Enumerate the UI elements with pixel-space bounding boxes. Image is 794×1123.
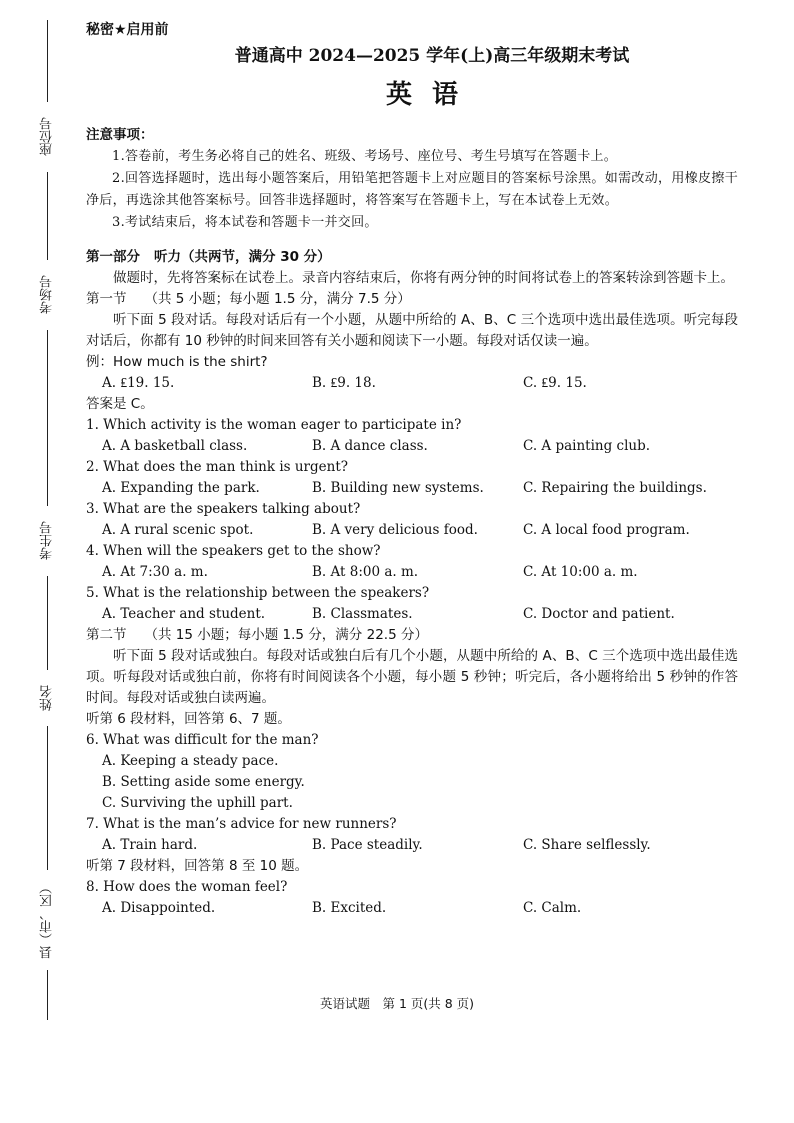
option-a: A. At 7:30 a. m.	[102, 564, 208, 580]
option-b: B. Setting aside some energy.	[102, 774, 305, 790]
part1-title-left: 第一部分	[86, 249, 140, 265]
option-c: C. ₤9. 15.	[523, 375, 587, 391]
section1-head-right: （共 5 小题；每小题 1.5 分，满分 7.5 分）	[144, 291, 411, 307]
margin-label-student-id: 考生号	[30, 506, 66, 576]
example-answer: 答案是 C。	[86, 396, 154, 412]
note-item: 1.答卷前，考生务必将自己的姓名、班级、考场号、座位号、考生号填写在答题卡上。	[112, 149, 618, 164]
option-b: B. A very delicious food.	[312, 522, 478, 538]
page-footer: 英语试题 第 1 页(共 8 页)	[319, 996, 475, 1011]
question-7: 7. What is the man’s advice for new runners?	[86, 816, 397, 832]
option-a: A. Keeping a steady pace.	[102, 753, 279, 769]
option-c: C. Share selflessly.	[523, 837, 651, 853]
question-5-options	[86, 604, 738, 625]
question-7-options	[86, 835, 738, 856]
notes-title: 注意事项：	[86, 127, 154, 143]
question-4: 4. When will the speakers get to the show?	[86, 543, 381, 559]
question-6: 6. What was difficult for the man?	[86, 732, 319, 748]
question-3: 3. What are the speakers talking about?	[86, 501, 361, 517]
margin-label-county: 县（市、区）	[30, 870, 66, 970]
example-options	[86, 373, 738, 394]
section2-head-right: （共 15 小题；每小题 1.5 分，满分 22.5 分）	[144, 627, 428, 643]
option-b: B. Pace steadily.	[312, 837, 423, 853]
option-c: C. Surviving the uphill part.	[102, 795, 293, 811]
section2-head	[86, 625, 738, 646]
part1-intro: 做题时，先将答案标在试卷上。录音内容结束后，你将有两分钟的时间将试卷上的答案转涂到答题卡上。	[113, 270, 734, 286]
option-b: B. Excited.	[312, 900, 387, 916]
binding-margin	[30, 20, 66, 1020]
option-c: C. Repairing the buildings.	[523, 480, 707, 496]
option-c: C. Doctor and patient.	[523, 606, 675, 622]
option-a: A. Train hard.	[102, 837, 198, 853]
exam-page	[86, 18, 738, 919]
material-6-label: 听第 6 段材料，回答第 6、7 题。	[86, 711, 291, 727]
section1-head	[86, 289, 738, 310]
subject-title: 英语	[385, 80, 478, 110]
option-a: A. A basketball class.	[102, 438, 248, 454]
part1-title	[86, 246, 738, 268]
margin-label-room: 考场号	[30, 260, 66, 330]
question-4-options	[86, 562, 738, 583]
option-b: B. Building new systems.	[312, 480, 484, 496]
question-8: 8. How does the woman feel?	[86, 879, 288, 895]
option-c: C. A local food program.	[523, 522, 690, 538]
option-a: A. Disappointed.	[102, 900, 216, 916]
option-c: C. A painting club.	[523, 438, 651, 454]
part1-title-right: 听力（共两节，满分 30 分）	[154, 249, 331, 265]
option-c: C. Calm.	[523, 900, 582, 916]
option-a: A. Expanding the park.	[102, 480, 260, 496]
option-a: A. ₤19. 15.	[102, 375, 175, 391]
margin-label-name: 姓名	[30, 670, 66, 726]
exam-title: 普通高中 2024—2025 学年(上)高三年级期末考试	[234, 46, 630, 66]
question-2-options	[86, 478, 738, 499]
option-b: B. Classmates.	[312, 606, 413, 622]
example-question: 例：How much is the shirt?	[86, 354, 268, 370]
option-b: B. At 8:00 a. m.	[312, 564, 419, 580]
option-a: A. Teacher and student.	[102, 606, 266, 622]
question-5: 5. What is the relationship between the speakers?	[86, 585, 430, 601]
section1-head-left: 第一节	[86, 291, 127, 307]
margin-label-seat: 座位号	[30, 102, 66, 172]
option-c: C. At 10:00 a. m.	[523, 564, 638, 580]
option-b: B. A dance class.	[312, 438, 428, 454]
option-a: A. A rural scenic spot.	[102, 522, 254, 538]
question-1: 1. Which activity is the woman eager to participate in?	[86, 417, 462, 433]
note-item: 3.考试结束后，将本试卷和答题卡一并交回。	[112, 215, 378, 230]
section1-intro: 听下面 5 段对话。每段对话后有一个小题，从题中所给的 A、B、C 三个选项中选出最佳选项。听完每段对话后，你都有 10 秒钟的时间来回答有关小题和阅读下一小题。每段对话仅读一遍。	[86, 312, 738, 349]
material-7-label: 听第 7 段材料，回答第 8 至 10 题。	[86, 858, 309, 874]
option-b: B. ₤9. 18.	[312, 375, 376, 391]
section2-intro: 听下面 5 段对话或独白。每段对话或独白后有几个小题，从题中所给的 A、B、C 三个选项中选出最佳选项。听每段对话或独白前，你将有时间阅读各个小题，每小题 5 秒钟；听完后，各小题将给出 5 秒钟的作答时间。每段对话或独白读两遍。	[86, 648, 738, 706]
note-item: 2.回答选择题时，选出每小题答案后，用铅笔把答题卡上对应题目的答案标号涂黑。如需改动，用橡皮擦干净后，再选涂其他答案标号。回答非选择题时，将答案写在答题卡上，写在本试卷上无效。	[86, 171, 738, 208]
question-3-options	[86, 520, 738, 541]
section2-head-left: 第二节	[86, 627, 127, 643]
secret-label: 秘密★启用前	[86, 22, 169, 38]
question-8-options	[86, 898, 738, 919]
question-1-options	[86, 436, 738, 457]
question-2: 2. What does the man think is urgent?	[86, 459, 348, 475]
